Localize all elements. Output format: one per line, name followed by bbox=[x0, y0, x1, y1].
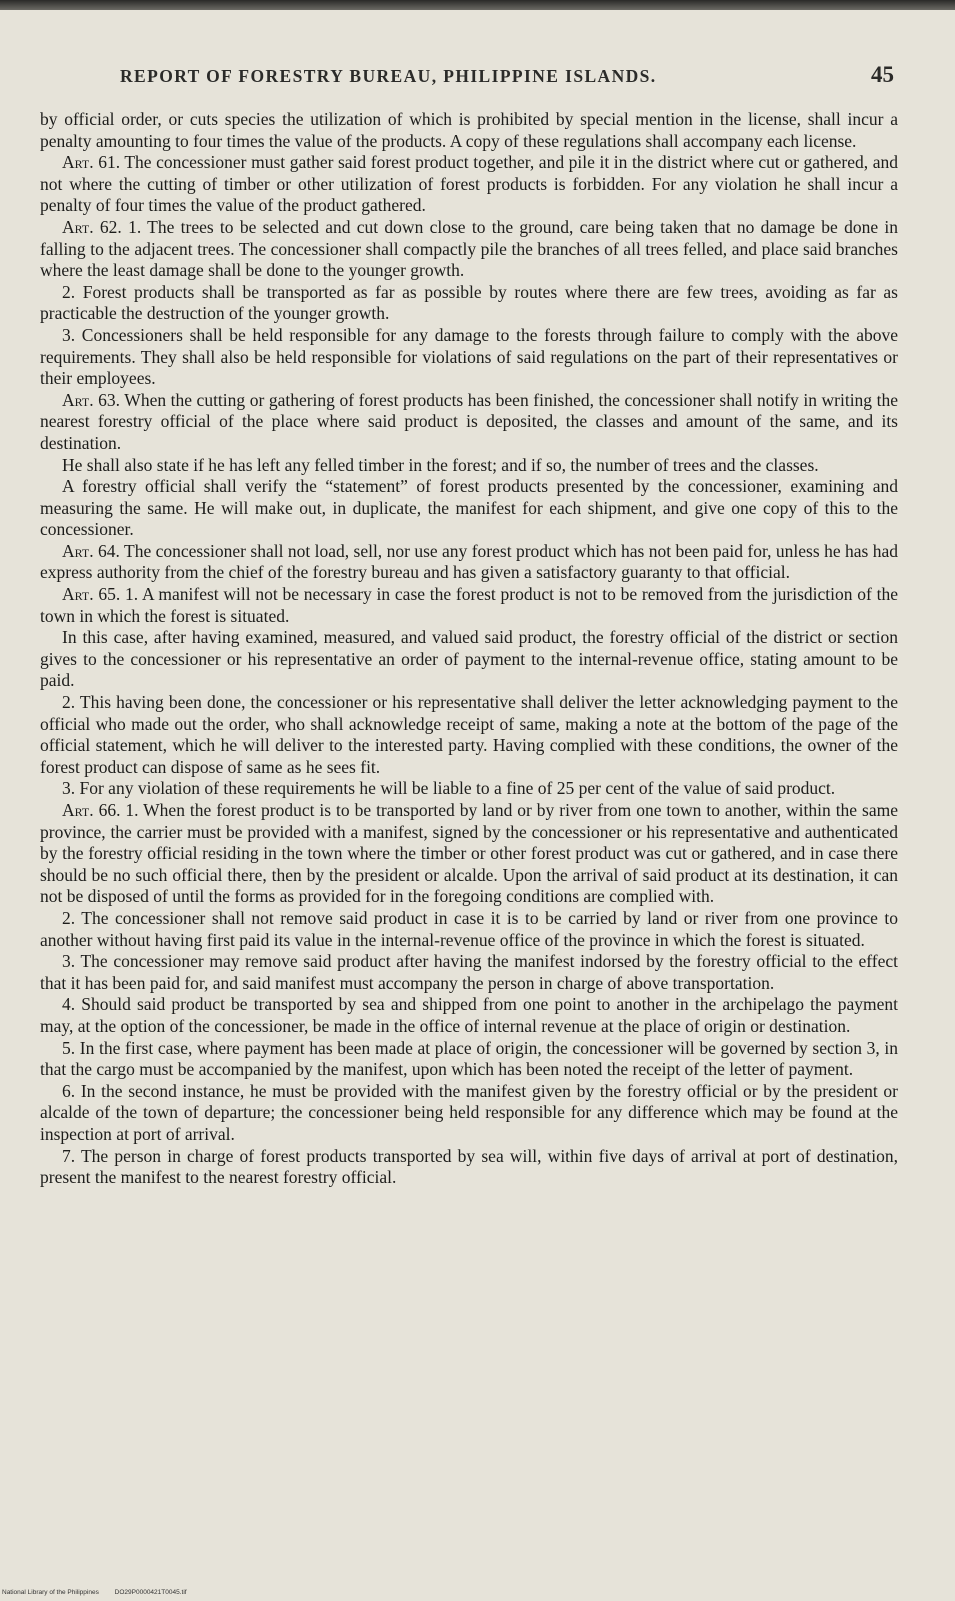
article-label: Art. 66. bbox=[62, 800, 121, 820]
paragraph-7 bbox=[40, 455, 898, 477]
paragraph-9 bbox=[40, 541, 898, 584]
paragraph-3 bbox=[40, 217, 898, 282]
article-label: Art. 63. bbox=[62, 389, 121, 410]
page-header bbox=[120, 62, 894, 92]
paragraph-text: He shall also state if he has left any felled timber in the forest; and if so, the number of trees and the classes. bbox=[62, 454, 819, 475]
article-label: Art. 64. bbox=[62, 540, 120, 561]
paragraph-15 bbox=[40, 908, 898, 951]
paragraph-text: by official order, or cuts species the utilization of which is prohibited by special mention in the license, shall incur a penalty amounting to four times the value of the products. A copy of these regulations shall accompany each license. bbox=[40, 109, 898, 151]
paragraph-1 bbox=[40, 109, 898, 152]
library-credit: National Library of the Philippines bbox=[2, 1589, 99, 1596]
paragraph-18 bbox=[40, 1038, 898, 1081]
paragraph-13 bbox=[40, 778, 898, 800]
paragraph-text: The concessioner must gather said forest product together, and pile it in the district where cut or gathered, and not where the cutting of timber or other utilization of forest products is forbidden. For any violation he shall incur a penalty of four times the value of the product gathered. bbox=[40, 152, 898, 216]
article-label: Art. 62. bbox=[62, 216, 122, 237]
paragraph-text: 2. This having been done, the concessioner or his representative shall deliver the letter acknowledging payment to the official who made out the order, who shall acknowledge receipt of same, making a note at the bottom of the page of the official statement, which he will deliver to the interested party. Having complied with these conditions, the owner of the forest product can dispose of same as he sees fit. bbox=[40, 692, 898, 777]
paragraph-text: 3. Concessioners shall be held responsible for any damage to the forests through failure to comply with the above requirements. They shall also be held responsible for violations of said regulations on the part of their representatives or their employees. bbox=[40, 324, 898, 389]
page-body bbox=[40, 109, 898, 1189]
paragraph-16 bbox=[40, 951, 898, 994]
paragraph-text: 1. The trees to be selected and cut down close to the ground, care being taken that no damage be done in falling to the adjacent trees. The concessioner shall compactly pile the branches of all trees felled, and place said branches where the least damage shall be done to the younger growth. bbox=[40, 216, 898, 281]
paragraph-6 bbox=[40, 390, 898, 455]
paragraph-text: 4. Should said product be transported by sea and shipped from one point to another in the archipelago the payment may, at the option of the concessioner, be made in the office of internal revenue at the place of origin or destination. bbox=[40, 994, 898, 1036]
paragraph-text: 2. Forest products shall be transported as far as possible by routes where there are few trees, avoiding as far as practicable the destruction of the younger growth. bbox=[40, 281, 898, 324]
running-head: REPORT OF FORESTRY BUREAU, PHILIPPINE ISLANDS. bbox=[120, 66, 657, 86]
paragraph-20 bbox=[40, 1146, 898, 1189]
scan-code: DO29P0000421T0045.tif bbox=[114, 1589, 187, 1596]
paragraph-19 bbox=[40, 1081, 898, 1146]
paragraph-5 bbox=[40, 325, 898, 390]
paragraph-text: 3. The concessioner may remove said product after having the manifest indorsed by the forestry official to the effect that it has been paid for, and said manifest must accompany the person in charge of above transportation. bbox=[40, 951, 898, 993]
paragraph-text: 1. A manifest will not be necessary in case the forest product is not to be removed from the jurisdiction of the town in which the forest is situated. bbox=[40, 584, 898, 626]
paragraph-text: 7. The person in charge of forest products transported by sea will, within five days of arrival at port of destination, present the manifest to the nearest forestry official. bbox=[40, 1145, 898, 1188]
paragraph-text: 5. In the first case, where payment has been made at place of origin, the concessioner will be governed by section 3, in that the cargo must be accompanied by the manifest, upon which has been noted the receipt of the letter of payment. bbox=[40, 1037, 898, 1080]
paragraph-text: The concessioner shall not load, sell, nor use any forest product which has not been paid for, unless he has had express authority from the chief of the forestry bureau and has given a satisfactory guaranty to that official. bbox=[40, 540, 898, 583]
paragraph-text: 1. When the forest product is to be transported by land or by river from one town to another, within the same province, the carrier must be provided with a manifest, signed by the concessioner or his representative and authenticated by the forestry official residing in the town where the timber or other forest product was cut or gathered, and in case there should be no such official there, then by the president or alcalde. Upon the arrival of said product at its destination, it can not be disposed of until the forms as provided for in the foregoing conditions are complied with. bbox=[40, 800, 898, 907]
scan-edge-bar bbox=[0, 0, 955, 10]
paragraph-12 bbox=[40, 692, 898, 778]
paragraph-text: 6. In the second instance, he must be provided with the manifest given by the forestry official or by the president or alcalde of the town of departure; the concessioner being held responsible for any difference which may be found at the inspection at port of arrival. bbox=[40, 1080, 898, 1144]
paragraph-10 bbox=[40, 584, 898, 627]
paragraph-text: 2. The concessioner shall not remove said product in case it is to be carried by land or river from one province to another without having first paid its value in the internal-revenue office of the province in which the forest is situated. bbox=[40, 907, 898, 950]
paragraph-4 bbox=[40, 282, 898, 325]
article-label: Art. 61. bbox=[62, 152, 121, 173]
paragraph-text: In this case, after having examined, measured, and valued said product, the forestry official of the district or section gives to the concessioner or his representative an order of payment to the internal-revenue office, stating amount to be paid. bbox=[40, 627, 898, 691]
page-number: 45 bbox=[871, 62, 894, 87]
article-label: Art. 65. bbox=[62, 584, 121, 605]
paragraph-text: A forestry official shall verify the “statement” of forest products presented by the concessioner, examining and measuring the same. He will make out, in duplicate, the manifest for each shipment, and give one copy of this to the concessioner. bbox=[40, 476, 898, 540]
paragraph-text: When the cutting or gathering of forest products has been finished, the concessioner shall notify in writing the nearest forestry official of the place where said product is deposited, the classes and amount of the same, and its destination. bbox=[40, 389, 898, 453]
paragraph-text: 3. For any violation of these requirements he will be liable to a fine of 25 per cent of the value of said product. bbox=[62, 778, 836, 799]
paragraph-14 bbox=[40, 800, 898, 908]
paragraph-17 bbox=[40, 994, 898, 1037]
paragraph-2 bbox=[40, 152, 898, 217]
paragraph-8 bbox=[40, 476, 898, 541]
paragraph-11 bbox=[40, 627, 898, 692]
scan-footer bbox=[2, 1589, 201, 1596]
